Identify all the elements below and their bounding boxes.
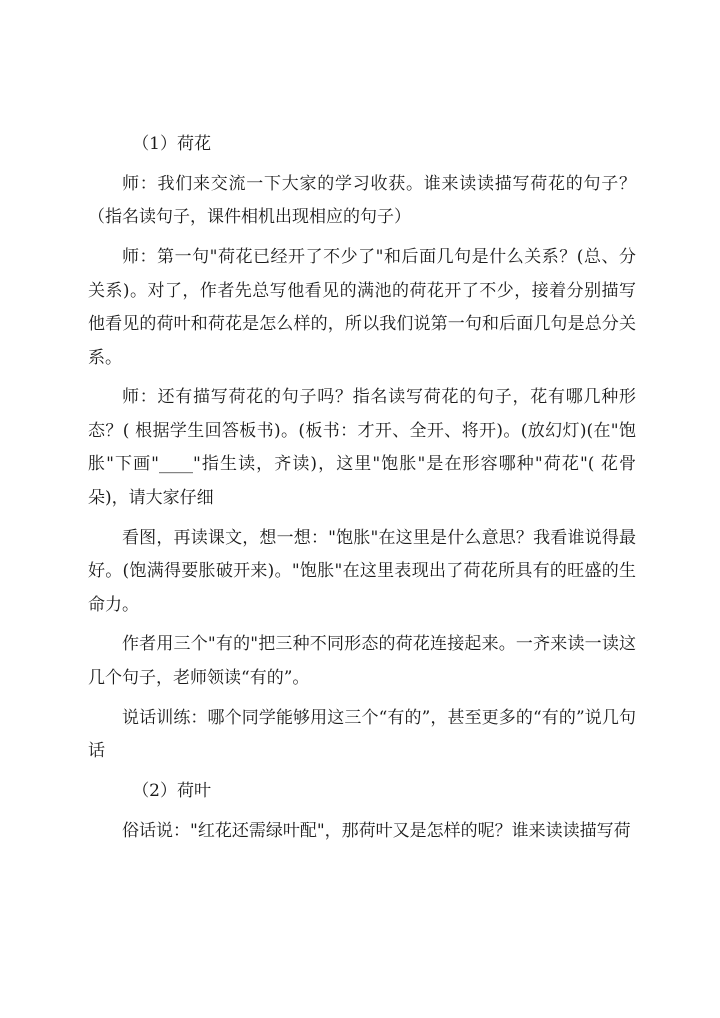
paragraph: 作者用三个"有的"把三种不同形态的荷花连接起来。一齐来读一读这几个句子，老师领读“有的”。 [88, 634, 636, 688]
document-body [88, 128, 636, 848]
section-heading-lotus-flower: （1）荷花 [132, 134, 212, 154]
paragraph: 师：第一句"荷花已经开了不少了"和后面几句是什么关系？(总、分关系)。对了，作者先总写他看见的满池的荷花开了不少，接着分别描写他看见的荷叶和荷花是怎么样的，所以我们说第一句和后面几句是总分关系。 [88, 247, 636, 368]
paragraph: 俗话说："红花还需绿叶配"，那荷叶又是怎样的呢？谁来读读描写荷 [122, 820, 631, 841]
paragraph: 说话训练：哪个同学能够用这三个“有的”，甚至更多的“有的”说几句话 [88, 707, 636, 762]
paragraph: 师：还有描写荷花的句子吗？指名读写荷花的句子，花有哪几种形态？( 根据学生回答板书)。(板书：才开、全开、将开)。(放幻灯)(在"饱胀"下画"____"指生读，齐读)，这里"饱胀"是在形容哪种"荷花"( 花骨朵)，请大家仔细 [88, 387, 636, 508]
section-heading-lotus-leaf: （2）荷叶 [132, 781, 212, 802]
paragraph: 师：我们来交流一下大家的学习收获。谁来读读描写荷花的句子？（指名读句子，课件相机出现相应的句子） [88, 173, 636, 228]
paragraph: 看图，再读课文，想一想："饱胀"在这里是什么意思？我看谁说得最好。(饱满得要胀破开来)。"饱胀"在这里表现出了荷花所具有的旺盛的生命力。 [88, 527, 636, 615]
